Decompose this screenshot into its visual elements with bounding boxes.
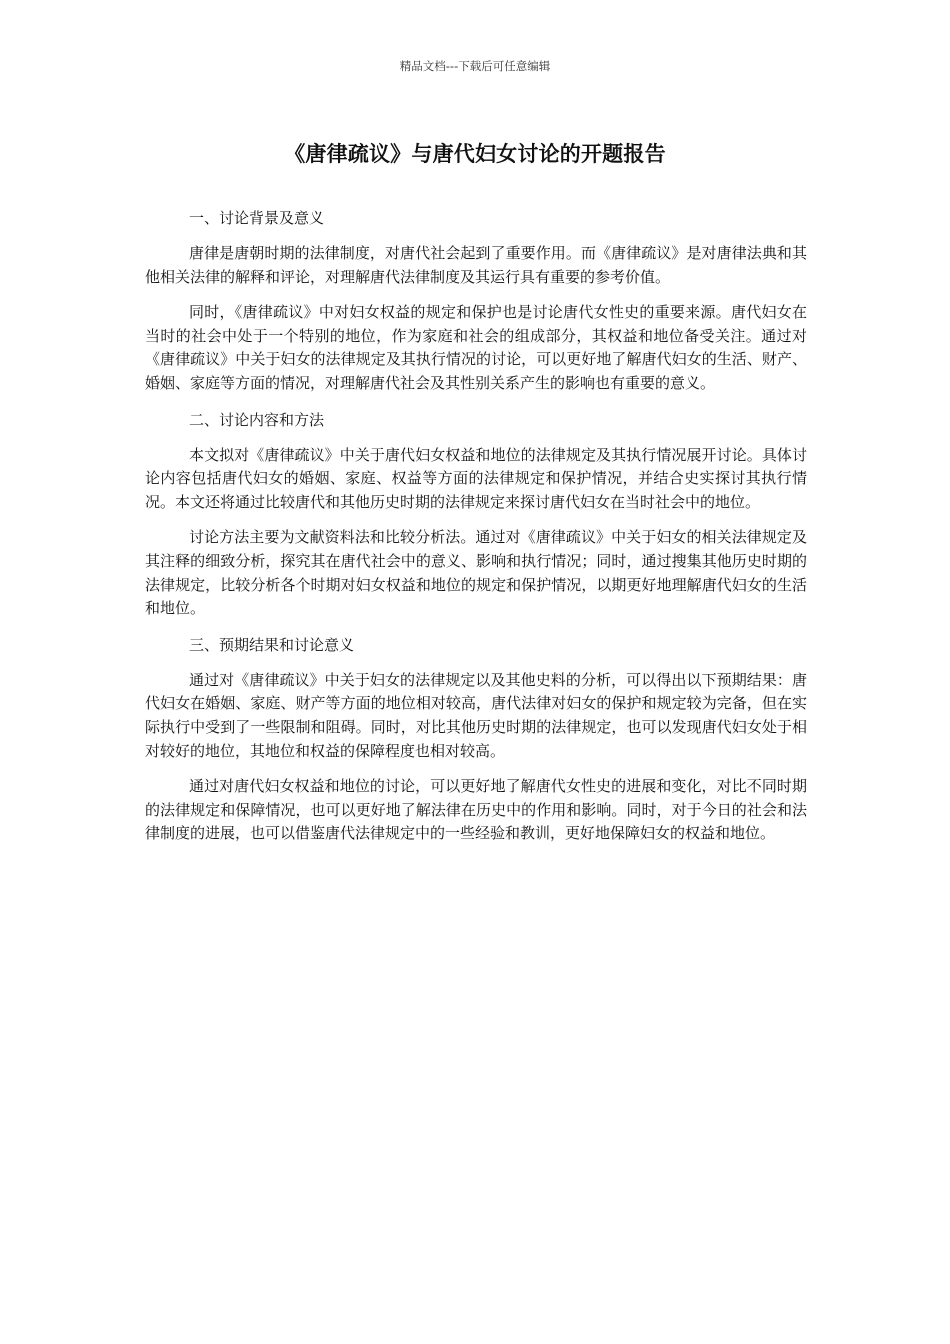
section-heading: 三、预期结果和讨论意义 <box>189 635 355 654</box>
section-heading: 二、讨论内容和方法 <box>189 410 325 429</box>
document-body <box>145 206 807 858</box>
paragraph: 通过对《唐律疏议》中关于妇女的法律规定以及其他史料的分析，可以得出以下预期结果：唐代妇女在婚姻、家庭、财产等方面的地位相对较高，唐代法律对妇女的保护和规定较为完备，但在实际执行中受到了一些限制和阻碍。同时，对比其他历史时期的法律规定，也可以发现唐代妇女处于相对较好的地位，其地位和权益的保障程度也相对较高。 <box>145 670 807 760</box>
document-title: 《唐律疏议》与唐代妇女讨论的开题报告 <box>284 142 666 166</box>
paragraph: 讨论方法主要为文献资料法和比较分析法。通过对《唐律疏议》中关于妇女的相关法律规定及其注释的细致分析，探究其在唐代社会中的意义、影响和执行情况；同时，通过搜集其他历史时期的法律规定，比较分析各个时期对妇女权益和地位的规定和保护情况，以期更好地理解唐代妇女的生活和地位。 <box>145 528 807 618</box>
section-heading: 一、讨论背景及意义 <box>189 209 325 227</box>
paragraph: 本文拟对《唐律疏议》中关于唐代妇女权益和地位的法律规定及其执行情况展开讨论。具体讨论内容包括唐代妇女的婚姻、家庭、权益等方面的法律规定和保护情况，并结合史实探讨其执行情况。本文还将通过比较唐代和其他历史时期的法律规定来探讨唐代妇女在当时社会中的地位。 <box>145 445 807 511</box>
section-background <box>145 206 807 396</box>
section-expected-results <box>145 633 807 846</box>
paragraph: 通过对唐代妇女权益和地位的讨论，可以更好地了解唐代女性史的进展和变化，对比不同时期的法律规定和保障情况，也可以更好地了解法律在历史中的作用和影响。同时，对于今日的社会和法律制度的进展，也可以借鉴唐代法律规定中的一些经验和教训，更好地保障妇女的权益和地位。 <box>145 777 807 843</box>
section-content-method <box>145 408 807 621</box>
paragraph: 唐律是唐朝时期的法律制度，对唐代社会起到了重要作用。而《唐律疏议》是对唐律法典和其他相关法律的解释和评论，对理解唐代法律制度及其运行具有重要的参考价值。 <box>145 244 807 286</box>
paragraph: 同时，《唐律疏议》中对妇女权益的规定和保护也是讨论唐代女性史的重要来源。唐代妇女在当时的社会中处于一个特别的地位，作为家庭和社会的组成部分，其权益和地位备受关注。通过对《唐律疏议》中关于妇女的法律规定及其执行情况的讨论，可以更好地了解唐代妇女的生活、财产、婚姻、家庭等方面的情况，对理解唐代社会及其性别关系产生的影响也有重要的意义。 <box>145 303 807 392</box>
page-header: 精品文档---下载后可任意编辑 <box>399 59 551 73</box>
